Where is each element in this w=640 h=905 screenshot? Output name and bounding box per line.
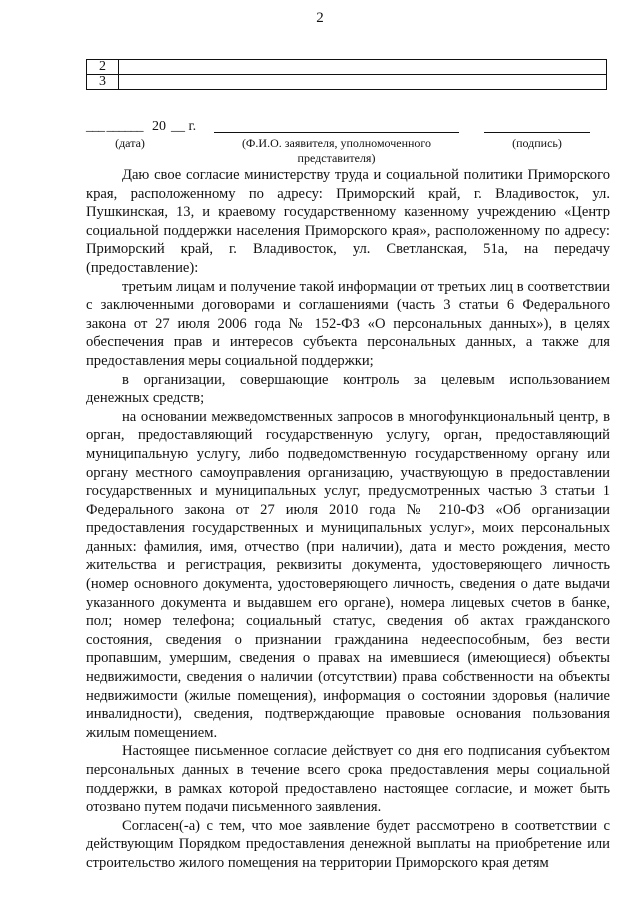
paragraph-agreement: Согласен(-а) с тем, что мое заявление будет рассмотрено в соответствии с действующим Порядком предоставления денежной выплаты на приобретение или строительство жилого помещения на территории Приморского края детям bbox=[86, 817, 610, 871]
table-cell bbox=[119, 75, 607, 90]
form-table bbox=[86, 59, 607, 90]
signature-line bbox=[484, 132, 590, 133]
table-row-number: 2 bbox=[87, 60, 119, 75]
paragraph-validity: Настоящее письменное согласие действует со дня его подписания субъектом персональных данных в течение всего срока предоставления меры социальной поддержки, в рамках которой предоставлено настоящее согласие, и может быть отозвано путем подачи письменного заявления. bbox=[86, 743, 610, 816]
date-year-suffix: __ г. bbox=[171, 119, 197, 134]
date-year-prefix: 20 bbox=[152, 119, 166, 134]
name-caption-line1: (Ф.И.О. заявителя, уполномоченного bbox=[241, 136, 432, 150]
paragraph-consent-intro: Даю свое согласие министерству труда и социальной политики Приморского края, расположенному по адресу: Приморский край, г. Владивосток, ул. Пушкинская, 13, и краевому государственному казенному учреждению «Центр социальной поддержки населения Приморского края», расположенному по адресу: Приморский край, г. Владивосток, ул. Светланская, 51а, на передачу (предоставление): bbox=[86, 167, 610, 276]
signature-block bbox=[86, 118, 607, 166]
table-cell bbox=[119, 60, 607, 75]
consent-text bbox=[86, 166, 610, 873]
date-caption: (дата) bbox=[115, 136, 145, 150]
table-row bbox=[87, 75, 607, 90]
page-number: 2 bbox=[316, 10, 324, 26]
paragraph-interagency-requests: на основании межведомственных запросов в многофункциональный центр, в орган, предоставляющий государственную услугу, орган, предоставляющий муниципальную услугу, либо подведомственную государственному органу или органу местного самоуправления организацию, участвующую в предоставлении государственных и муниципальных услуг, предусмотренных частью 3 статьи 1 Федерального закона от 27 июля 2010 года № 210-ФЗ «Об организации предоставления государственных и муниципальных услуг», моих персональных данных: фамилия, имя, отчество (при наличии), дата и место рождения, место жительства и регистрация, реквизиты документа, удостоверяющего личность (номер основного документа, удостоверяющего личность, сведения о дате выдачи указанного документа и выдавшем его органе), номера лицевых счетов в банке, пол; номер телефона; социальный статус, сведения об актах гражданского состояния, сведения о признании гражданина недееспособным, без вести пропавшим, умершим, сведения о правах на имевшиеся (имеющиеся) объекты недвижимости, сведения о наличии (отсутствии) права собственности на объекты недвижимости (жилые помещения), информация о состоянии здоровья (наличие инвалидности), сведения, подтверждающие правовые основания пользования жилым помещением. bbox=[86, 408, 610, 741]
paragraph-third-parties: третьим лицам и получение такой информации от третьих лиц в соответствии с заключенными договорами и соглашениями (часть 3 статьи 6 Федерального закона от 27 июля 2006 года № 152-ФЗ «О персональных данных»), в целях обеспечения прав и интересов субъекта персональных данных, а также для предоставления меры социальной поддержки; bbox=[86, 278, 610, 369]
table-row bbox=[87, 60, 607, 75]
table-row-number: 3 bbox=[87, 75, 119, 90]
date-day-month-blank: ___ ______ bbox=[86, 119, 143, 134]
signature-caption: (подпись) bbox=[512, 136, 562, 150]
paragraph-control-organizations: в организации, совершающие контроль за целевым использованием денежных средств; bbox=[86, 371, 610, 407]
name-signature-line bbox=[214, 132, 459, 133]
name-caption-line2: представителя) bbox=[297, 151, 376, 165]
